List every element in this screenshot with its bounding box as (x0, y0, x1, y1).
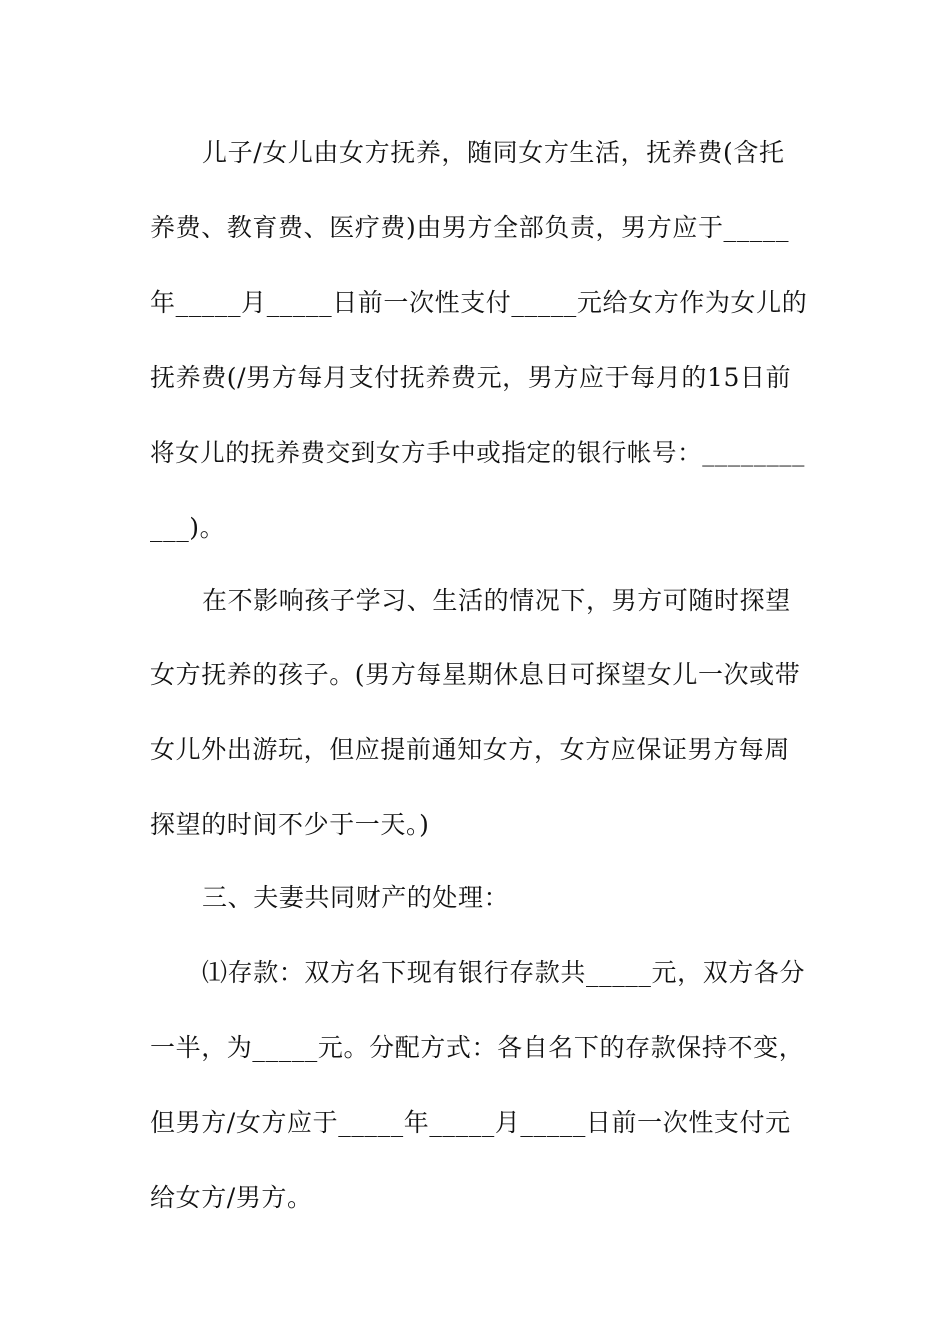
text-line: 女儿外出游玩，但应提前通知女方，女方应保证男方每周 (150, 735, 791, 764)
text-line: 女方抚养的孩子。(男方每星期休息日可探望女儿一次或带 (150, 660, 801, 689)
text-line: 给女方/男方。 (150, 1183, 313, 1212)
text-line: ⑴存款：双方名下现有银行存款共_____元，双方各分 (202, 958, 806, 987)
text-line: 将女儿的抚养费交到女方手中或指定的银行帐号：________ (150, 438, 805, 467)
text-line: 年_____月_____日前一次性支付_____元给女方作为女儿的 (150, 288, 808, 317)
text-line: 养费、教育费、医疗费)由男方全部负责，男方应于_____ (150, 213, 790, 242)
text-line: 但男方/女方应于_____年_____月_____日前一次性支付元 (150, 1108, 791, 1137)
text-line: ___)。 (150, 513, 226, 542)
text-line: 在不影响孩子学习、生活的情况下，男方可随时探望 (202, 586, 791, 615)
text-line: 抚养费(/男方每月支付抚养费元，男方应于每月的15日前 (150, 363, 792, 392)
text-line: 一半，为_____元。分配方式：各自名下的存款保持不变， (150, 1033, 805, 1062)
text-line: 探望的时间不少于一天。) (150, 810, 430, 839)
section-heading: 三、夫妻共同财产的处理： (202, 883, 510, 912)
text-line: 儿子/女儿由女方抚养，随同女方生活，抚养费(含托 (202, 138, 785, 167)
